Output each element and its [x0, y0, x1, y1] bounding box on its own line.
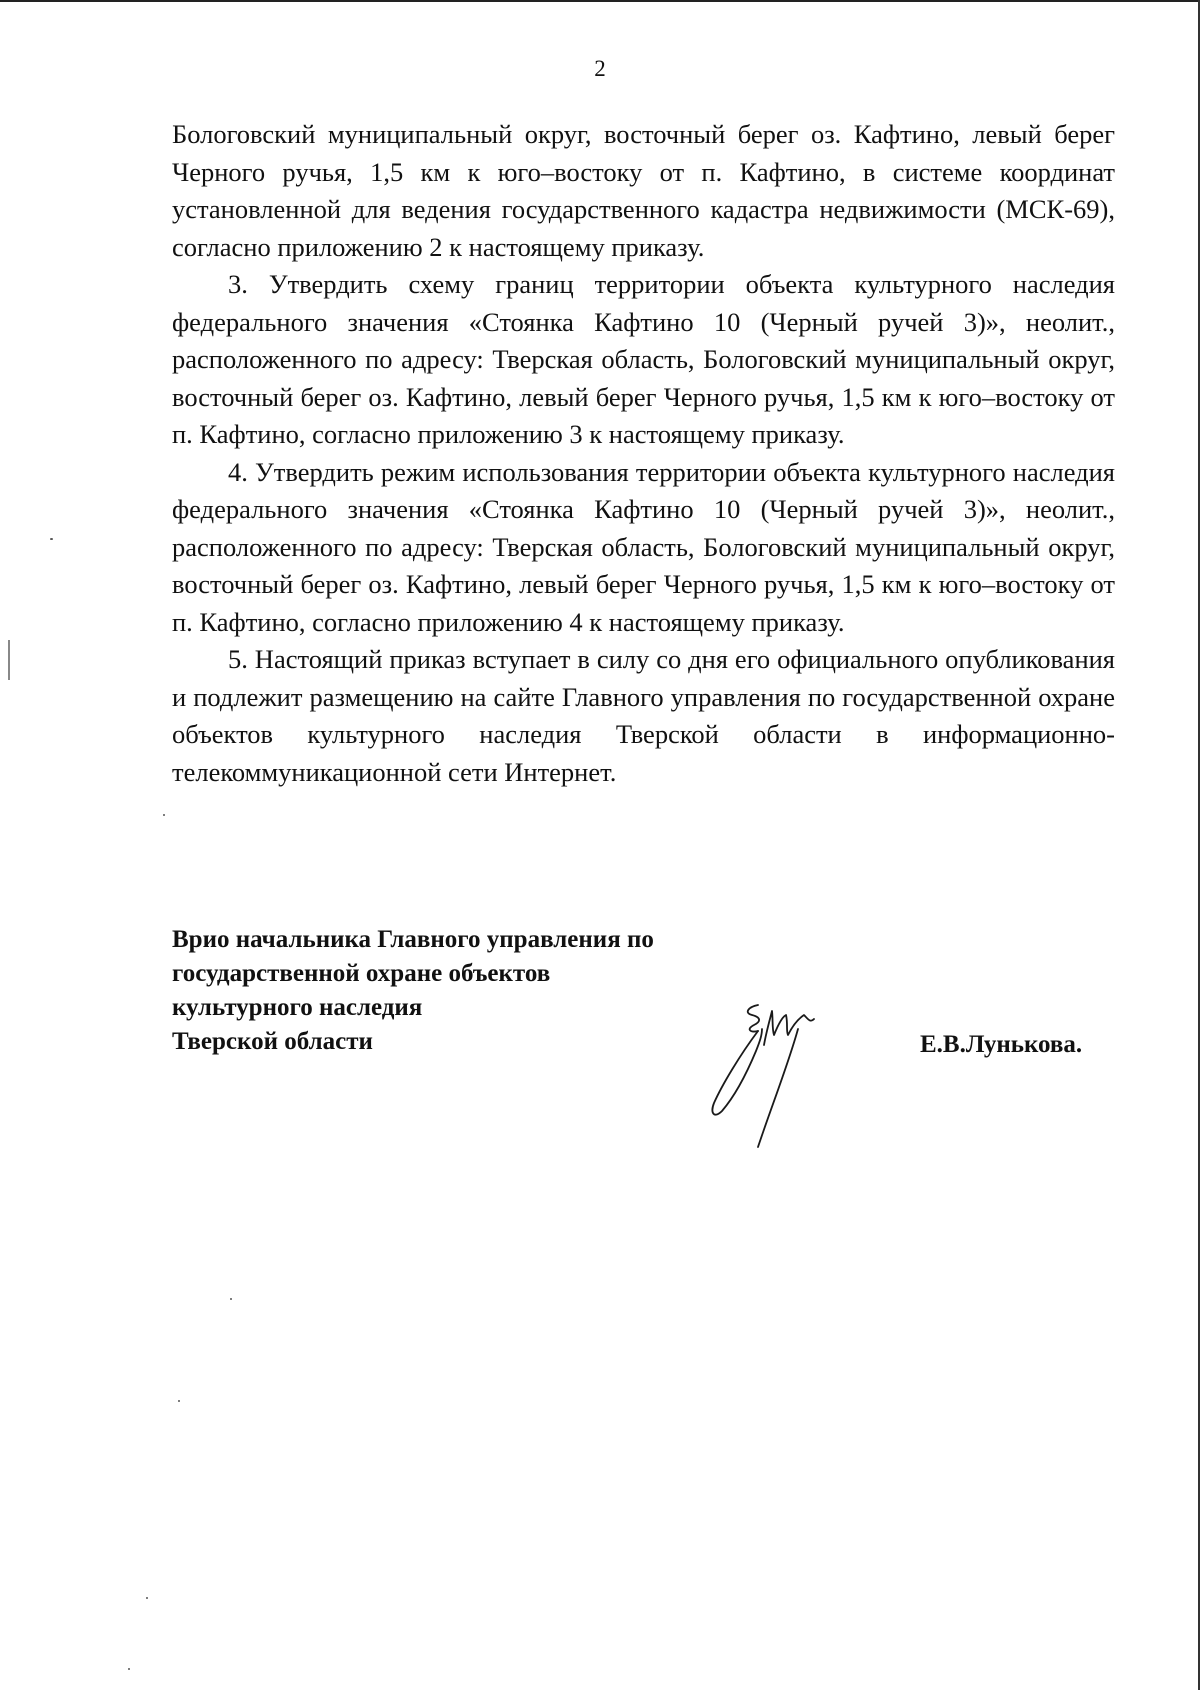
- paragraph-item-3: 3. Утвердить схему границ территории объекта культурного наследия федерального значения «Стоянка Кафтино 10 (Черный ручей 3)», неолит., расположенного по адресу: Тверская область, Бологовский муниципальный округ, восточный берег оз. Кафтино, левый берег Черного ручья, 1,5 км к юго–востоку от п. Кафтино, согласно приложению 3 к настоящему приказу.: [172, 269, 1115, 449]
- scan-speck: [50, 538, 53, 540]
- paragraph-item-5: 5. Настоящий приказ вступает в силу со дня его официального опубликования и подлежит размещению на сайте Главного управления по государственной охране объектов культурного наследия Тверской области в информационно-телекоммуникационной сети Интернет.: [172, 644, 1115, 787]
- scan-speck: [230, 1298, 232, 1300]
- handwritten-signature: [700, 985, 880, 1165]
- signatory-position-line: государственной охране объектов: [172, 960, 551, 987]
- signatory-position-line: культурного наследия: [172, 994, 423, 1021]
- signatory-position-line: Тверской области: [172, 1028, 373, 1055]
- scan-speck: [178, 1400, 180, 1402]
- scan-speck: [128, 1668, 130, 1670]
- page-number: 2: [594, 56, 606, 81]
- paragraph-continuation: Бологовский муниципальный округ, восточный берег оз. Кафтино, левый берег Черного ручья, 1,5 км к юго–востоку от п. Кафтино, в системе координат установленной для ведения государственного кадастра недвижимости (МСК-69), согласно приложению 2 к настоящему приказу.: [172, 119, 1115, 262]
- scan-speck: [8, 640, 10, 680]
- paragraph-item-4: 4. Утвердить режим использования территории объекта культурного наследия федерального значения «Стоянка Кафтино 10 (Черный ручей 3)», неолит., расположенного по адресу: Тверская область, Бологовский муниципальный округ, восточный берег оз. Кафтино, левый берег Черного ручья, 1,5 км к юго–востоку от п. Кафтино, согласно приложению 4 к настоящему приказу.: [172, 456, 1115, 637]
- scan-speck: [163, 814, 165, 816]
- signatory-position: [172, 923, 654, 1059]
- page-edge-top: [0, 0, 1200, 2]
- signatory-position-line: Врио начальника Главного управления по: [172, 926, 654, 953]
- scan-speck: [146, 1597, 148, 1599]
- signatory-name: Е.В.Лунькова.: [920, 1031, 1083, 1058]
- document-body: [172, 116, 1115, 791]
